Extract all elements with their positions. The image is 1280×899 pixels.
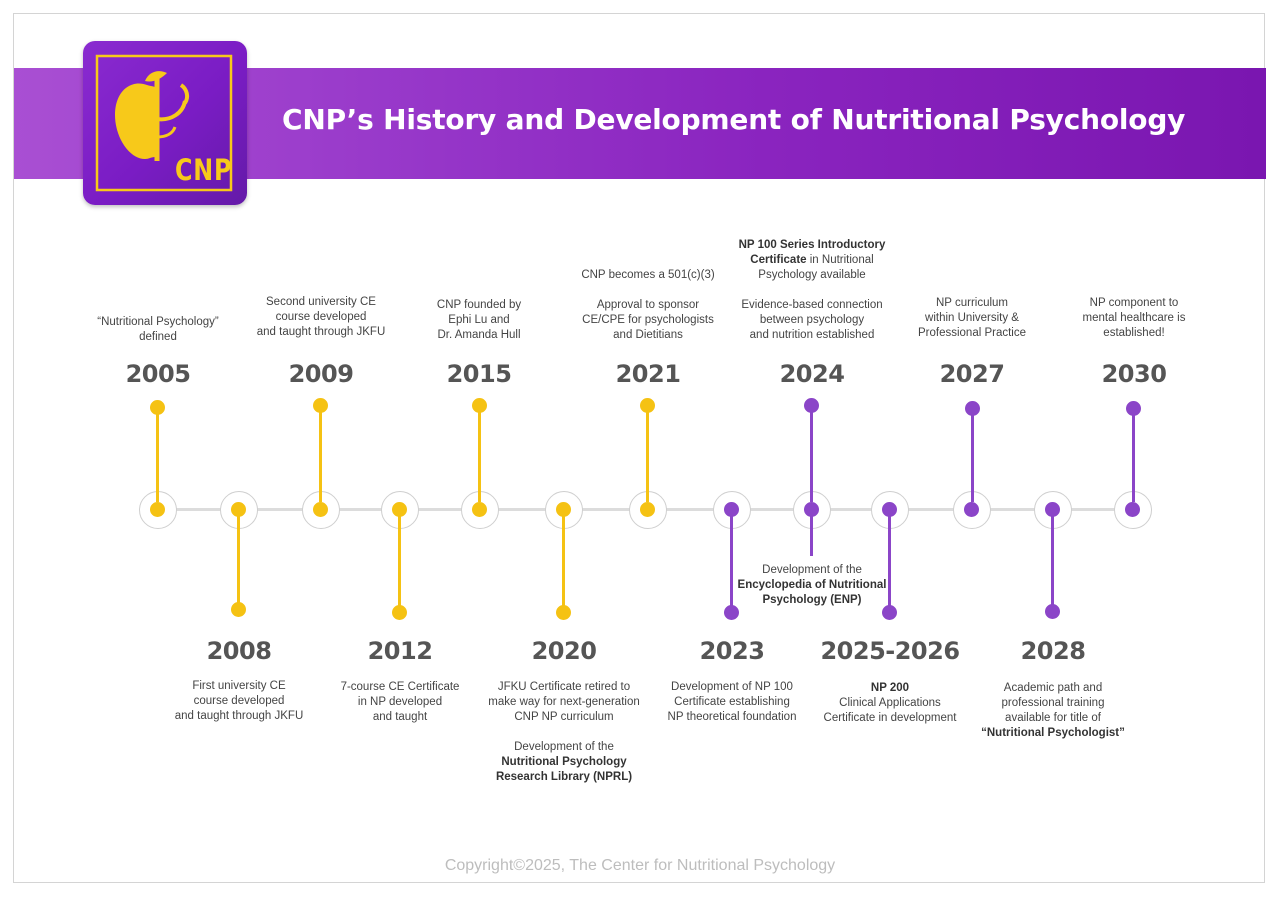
node-dot-2008 <box>231 502 246 517</box>
end-dot-2008 <box>231 602 246 617</box>
year-2012: 2012 <box>367 637 433 665</box>
node-dot-2030 <box>1125 502 1140 517</box>
year-2024: 2024 <box>779 360 845 388</box>
stem-2025 <box>888 516 891 610</box>
node-dot-2025 <box>882 502 897 517</box>
node-dot-2005 <box>150 502 165 517</box>
year-2008: 2008 <box>206 637 272 665</box>
desc-2023: Development of NP 100 Certificate establishing NP theoretical foundation <box>667 681 797 723</box>
stem-2005 <box>156 408 159 502</box>
end-dot-2015 <box>472 398 487 413</box>
stem-2028 <box>1051 516 1054 608</box>
year-2005: 2005 <box>125 360 191 388</box>
desc-2024: NP 100 Series Introductory Certificate in Nutritional Psychology available Evidence-based connection between psychology and nutrition established <box>738 239 886 341</box>
end-dot-2027 <box>965 401 980 416</box>
year-2009: 2009 <box>288 360 354 388</box>
year-2015: 2015 <box>446 360 512 388</box>
desc-2027: NP curriculum within University & Professional Practice <box>917 297 1027 339</box>
stem-2015 <box>478 406 481 502</box>
stem-2012 <box>398 516 401 610</box>
desc-2005: “Nutritional Psychology” defined <box>97 316 219 343</box>
node-dot-2020 <box>556 502 571 517</box>
page-title: CNP’s History and Development of Nutritional Psychology <box>282 103 1186 136</box>
end-dot-2028 <box>1045 604 1060 619</box>
stem-2023 <box>730 516 733 610</box>
desc-2012: 7-course CE Certificate in NP developed and taught <box>340 681 460 723</box>
end-dot-2024 <box>804 398 819 413</box>
desc-2024-encyclopedia: Development of the Encyclopedia of Nutritional Psychology (ENP) <box>737 564 887 606</box>
stem-2024-down <box>810 516 813 556</box>
cnp-logo <box>83 41 247 205</box>
stem-2021 <box>646 406 649 502</box>
end-dot-2009 <box>313 398 328 413</box>
logo-text: CNP <box>175 153 233 187</box>
node-dot-2012 <box>392 502 407 517</box>
end-dot-2012 <box>392 605 407 620</box>
desc-2008: First university CE course developed and taught through JKFU <box>174 680 304 722</box>
stem-2009 <box>319 406 322 502</box>
node-dot-2015 <box>472 502 487 517</box>
copyright-footer: Copyright©2025, The Center for Nutritional Psychology <box>444 857 836 874</box>
desc-2020: JFKU Certificate retired to make way for next-generation CNP NP curriculum Development of the Nutritional Psychology Research Library (NPRL) <box>488 681 640 783</box>
year-2025-2026: 2025-2026 <box>820 637 960 665</box>
year-2030: 2030 <box>1101 360 1167 388</box>
end-dot-2030 <box>1126 401 1141 416</box>
year-2020: 2020 <box>531 637 597 665</box>
node-dot-2027 <box>964 502 979 517</box>
node-dot-2028 <box>1045 502 1060 517</box>
desc-2025-2026: NP 200 Clinical Applications Certificate in development <box>823 682 957 724</box>
stem-2027 <box>971 408 974 502</box>
desc-2030: NP component to mental healthcare is established! <box>1082 297 1186 339</box>
year-2023: 2023 <box>699 637 765 665</box>
node-dot-2024 <box>804 502 819 517</box>
stem-2008 <box>237 516 240 608</box>
year-2021: 2021 <box>615 360 681 388</box>
node-dot-2021 <box>640 502 655 517</box>
end-dot-2021 <box>640 398 655 413</box>
stem-2020 <box>562 516 565 610</box>
desc-2021: CNP becomes a 501(c)(3) Approval to sponsor CE/CPE for psychologists and Dietitians <box>581 269 715 341</box>
node-dot-2009 <box>313 502 328 517</box>
end-dot-2020 <box>556 605 571 620</box>
stem-2030 <box>1132 408 1135 502</box>
node-dot-2023 <box>724 502 739 517</box>
year-2028: 2028 <box>1020 637 1086 665</box>
desc-2009: Second university CE course developed and taught through JKFU <box>256 296 386 338</box>
desc-2015: CNP founded by Ephi Lu and Dr. Amanda Hull <box>436 299 522 341</box>
year-2027: 2027 <box>939 360 1005 388</box>
stem-2024 <box>810 406 813 502</box>
end-dot-2005 <box>150 400 165 415</box>
desc-2028: Academic path and professional training available for title of “Nutritional Psychologist” <box>981 682 1125 739</box>
